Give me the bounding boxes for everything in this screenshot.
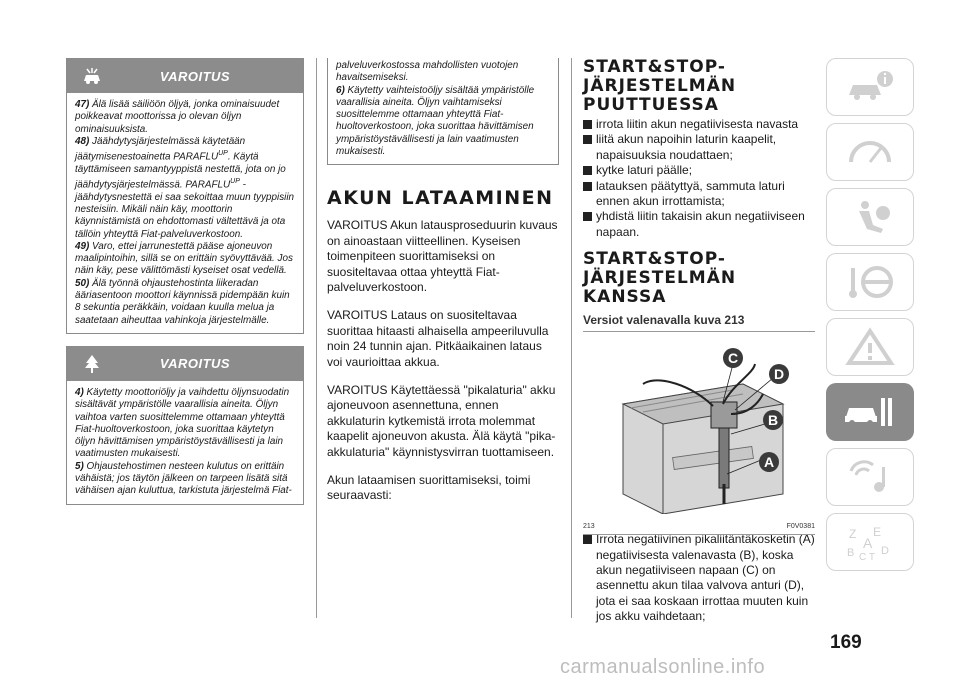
battery-illustration <box>583 344 815 514</box>
warning-continued-text: palveluverkostossa mahdollisten vuotojen havaitsemiseksi. <box>336 60 519 84</box>
svg-text:C T: C T <box>859 552 875 562</box>
tab-starting[interactable] <box>826 253 914 311</box>
warning-body <box>67 381 303 504</box>
warning-box-1 <box>66 58 304 334</box>
section-heading: START&STOP-JÄRJESTELMÄN KANSSA <box>583 249 737 308</box>
dashboard-gauge-icon <box>843 132 897 172</box>
left-column <box>66 58 304 505</box>
middle-column <box>327 58 559 517</box>
section-heading: START&STOP-JÄRJESTELMÄN PUUTTUESSA <box>583 57 737 115</box>
index-letters-icon <box>843 522 897 562</box>
list-item: yhdistä liitin takaisin akun negatiiviseen napaan. <box>583 209 815 240</box>
label-b <box>763 410 783 430</box>
column-divider <box>316 58 317 618</box>
tab-maintenance[interactable] <box>826 383 914 441</box>
environment-tree-icon <box>81 353 103 375</box>
footer-watermark: carmanualsonline.info <box>560 656 766 678</box>
label-d <box>769 364 789 384</box>
figure-caption <box>583 523 815 535</box>
page-number: 169 <box>830 632 862 653</box>
tab-dashboard[interactable] <box>826 123 914 181</box>
warning-title: VAROITUS <box>159 68 231 84</box>
svg-text:E: E <box>873 525 882 539</box>
tab-car-info[interactable] <box>826 58 914 116</box>
warning-item: 5) Ohjaustehostimen nesteen kulutus on erittäin vähäistä; jos täytön jälkeen on tarpeen lisätä sitä vähäisen ajan kuluttua, tarkistuta järjestelmä Fiat- <box>75 460 292 497</box>
warning-item: 47) Älä lisää säiliöön öljyä, jonka ominaisuudet poikkeavat moottorissa jo olevan öljyn ominaisuuksista. <box>75 99 280 135</box>
figure-number: 213 <box>583 523 595 531</box>
warning-header <box>67 59 303 93</box>
airbag-seat-icon <box>843 197 897 237</box>
svg-text:A: A <box>763 454 775 471</box>
figure-code: F0V0381 <box>786 523 815 531</box>
svg-text:D: D <box>773 366 785 383</box>
tab-multimedia[interactable] <box>826 448 914 506</box>
svg-text:A: A <box>863 535 873 551</box>
section-subheading: Versiot valenavalla kuva 213 <box>583 313 815 332</box>
bullet-square-icon <box>583 120 592 129</box>
warning-item: 6) Käytetty vaihteistoöljy sisältää ympäristölle vaarallisia aineita. Öljyn vaihtamiseksi suosittelemme ottamaan yhteyttä Fiat-huoltoverkostoon, joka suorittaa hävittämisen ympäristöystävällisesti ja lain vaatimusten mukaisesti. <box>336 84 535 158</box>
warning-box-2 <box>66 346 304 505</box>
warning-triangle-icon <box>843 327 897 367</box>
section-heading: AKUN LATAAMINEN <box>327 187 554 210</box>
radio-music-icon <box>843 457 897 497</box>
label-c <box>723 348 743 368</box>
list-item: Irrota negatiivinen pikaliitäntäkosketin (A) negatiivisesta valenavasta (B), koska akun negatiiviseen napaan (C) on asennettu akun tilaa valvova anturi (D), jota ei saa koskaan irrottaa muuten kuin jos akku vaihdetaan; <box>583 532 815 624</box>
paragraph: Akun lataamisen suorittamiseksi, toimi seuraavasti: <box>327 473 531 503</box>
steering-wheel-key-icon <box>843 262 897 302</box>
bullet-square-icon <box>583 135 592 144</box>
svg-text:B: B <box>847 547 855 559</box>
svg-text:D: D <box>881 545 889 557</box>
chapter-tabs <box>826 58 916 578</box>
warning-item: 50) Älä työnnä ohjaustehostinta liikeradan ääriasentoon moottori käynnissä pidempään kuin 8 sekuntia peräkkäin, voidaan kuulla melua ja saatetaan aiheuttaa vahinkoja järjestelmälle. <box>75 277 290 326</box>
bullet-square-icon <box>583 182 592 191</box>
svg-text:B: B <box>767 412 779 429</box>
warning-box-continued <box>327 58 559 165</box>
tab-index[interactable] <box>826 513 914 571</box>
paragraph: VAROITUS Käytettäessä "pikalaturia" akku ajoneuvoon asennettuna, ennen akkulaturin kytkemistä irrota molemmat kaapelit ajoneuvon akusta. Älä käytä "pika-akkulaturia" käynnistysvirran tuottamiseen. <box>327 383 556 459</box>
warning-item: 4) Käytetty moottoriöljy ja vaihdettu öljynsuodatin sisältävät ympäristölle vaarallisia aineita. Öljyn vaihtoa varten suosittelemme ottamaan yhteyttä Fiat-huoltoverkostoon, joka suorittaa käytetyn öljyn hävittämisen ympäristöystävällisesti ja lain vaatimusten mukaisesti. <box>75 386 290 460</box>
list-item: irrota liitin akun negatiivisesta navasta <box>583 117 815 132</box>
bullet-square-icon <box>583 535 592 544</box>
list-item: latauksen päätyttyä, sammuta laturi ennen akun irrottamista; <box>583 179 815 210</box>
section-text <box>327 218 559 504</box>
car-wrench-icon <box>843 392 897 432</box>
svg-text:Z: Z <box>849 527 857 541</box>
tab-safety[interactable] <box>826 188 914 246</box>
list-item: liitä akun napoihin laturin kaapelit, napaisuuksia noudattaen; <box>583 132 815 163</box>
battery-figure <box>583 344 815 531</box>
warning-item: 48) Jäähdytysjärjestelmässä käytetään jäätymisenestoainetta $PARAFLU^{UP}$. Käytä täyttämiseen samantyyppistä nestettä, jota on jo jäähdytysjärjestelmässä. $PARAFLU^{UP}$ -jäähdytysnestettä ei saa sekoittaa muun tyyppisiin nesteisiin. Mikäli näin käy, moottorin käynnistämistä on ehdottomasti vältettävä ja ota tällöin yhteyttä Fiat-palveluverkostoon. <box>75 135 295 240</box>
bullet-square-icon <box>583 212 592 221</box>
list <box>583 532 815 624</box>
warning-header <box>67 347 303 381</box>
list-item: kytke laturi päälle; <box>583 163 815 178</box>
car-warning-icon <box>81 65 103 87</box>
svg-text:C: C <box>727 350 739 367</box>
warning-body <box>67 93 303 333</box>
tab-emergency[interactable] <box>826 318 914 376</box>
column-divider <box>571 58 572 618</box>
bullet-square-icon <box>583 166 592 175</box>
paragraph: VAROITUS Akun latausproseduurin kuvaus on ainoastaan viitteellinen. Kyseisen toimenpiteen suorittamiseksi on suositeltavaa ottaa yhteyttä Fiat-palveluverkostoon. <box>327 218 558 294</box>
paragraph: VAROITUS Lataus on suositeltavaa suorittaa hitaasti alhaisella ampeeriluvulla noin 24 tunnin ajan. Pitkäaikainen lataus voi vaurioittaa akkua. <box>327 308 549 369</box>
label-a <box>759 452 779 472</box>
warning-body <box>328 58 558 164</box>
car-info-icon <box>843 67 897 107</box>
right-column <box>583 58 815 625</box>
list <box>583 117 815 240</box>
warning-title: VAROITUS <box>159 356 231 372</box>
warning-item: 49) Varo, ettei jarrunestettä pääse ajoneuvon maalipintoihin, sillä se on erittäin syövyttävää. Jos näin käy, pese välittömästi kyseiset osat vedellä. <box>75 240 293 277</box>
